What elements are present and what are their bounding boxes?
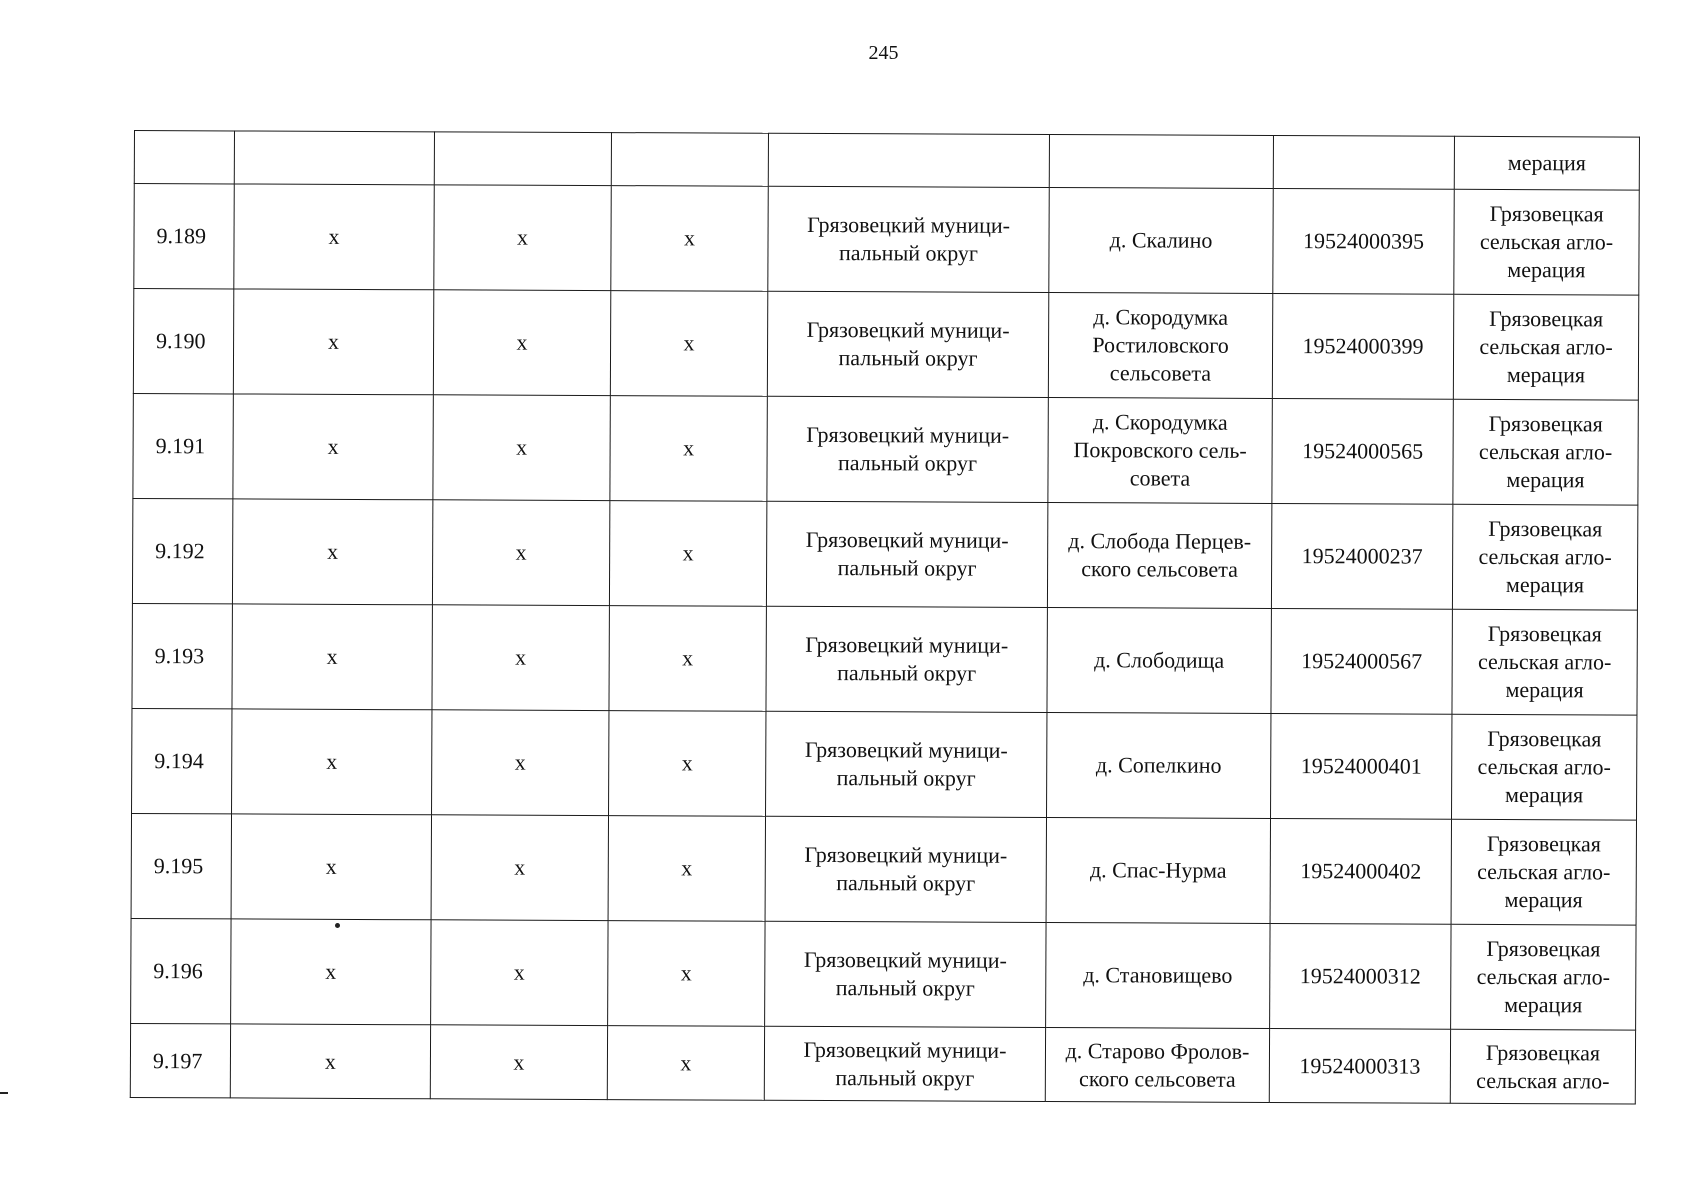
agglomeration-cell: Грязовецкая сельская агло- мерация [1451,924,1636,1030]
cell-x: x [434,185,611,291]
table-row [132,603,1637,715]
settlement-cell: д. Скалино [1049,187,1273,293]
district-cell: Грязовецкий муници- пальный округ [764,1026,1045,1101]
agglomeration-cell: Грязовецкая сельская агло- мерация [1452,504,1637,610]
oktmo-code-cell: 19524000399 [1272,293,1453,399]
cell-x: x [431,920,608,1026]
row-number: 9.196 [131,918,231,1023]
oktmo-code-cell: 19524000395 [1273,188,1454,294]
row-number: 9.193 [132,603,232,708]
district-cell: Грязовецкий муници- пальный округ [766,606,1047,712]
header-cell [768,133,1049,187]
agglomeration-cell: Грязовецкая сельская агло- [1450,1029,1635,1104]
district-cell: Грязовецкий муници- пальный округ [767,291,1048,397]
cell-x: x [233,394,433,500]
district-cell: Грязовецкий муници- пальный округ [768,186,1049,292]
cell-x: x [609,501,766,607]
cell-x: x [611,186,768,292]
agglomeration-cell: Грязовецкая сельская агло- мерация [1451,819,1636,925]
header-cell [1273,135,1454,189]
table-row [134,184,1639,296]
oktmo-code-cell: 19524000313 [1269,1028,1450,1103]
settlement-cell: д. Скородумка Ростиловского сельсовета [1048,292,1272,398]
table-row [131,918,1636,1030]
settlement-cell: д. Слобода Перцев- ского сельсовета [1047,502,1271,608]
row-number: 9.190 [133,289,233,394]
row-number: 9.195 [131,813,231,918]
oktmo-code-cell: 19524000567 [1271,608,1452,714]
header-cell: мерация [1454,136,1639,190]
district-cell: Грязовецкий муници- пальный округ [767,396,1048,502]
agglomeration-cell: Грязовецкая сельская агло- мерация [1452,714,1637,820]
table-row [132,498,1637,610]
agglomeration-cell: Грязовецкая сельская агло- мерация [1452,609,1637,715]
cell-x: x [233,289,433,395]
cell-x: x [234,184,434,290]
cell-x: x [609,606,766,712]
district-cell: Грязовецкий муници- пальный округ [766,501,1047,607]
district-cell: Грязовецкий муници- пальный округ [766,711,1047,817]
oktmo-code-cell: 19524000565 [1272,398,1453,504]
row-number: 9.194 [132,708,232,813]
cell-x: x [430,1025,607,1100]
settlement-cell: д. Слободища [1047,607,1271,713]
cell-x: x [608,816,765,922]
table-row [130,1023,1635,1104]
row-number: 9.189 [134,184,234,289]
cell-x: x [232,499,432,605]
oktmo-code-cell: 19524000401 [1271,713,1452,819]
table-body [130,131,1639,1105]
district-cell: Грязовецкий муници- пальный округ [765,816,1046,922]
oktmo-code-cell: 19524000312 [1270,923,1451,1029]
table-row [133,393,1638,505]
row-number: 9.191 [133,393,233,498]
cell-x: x [232,709,432,815]
settlement-cell: д. Становищево [1046,922,1270,1028]
row-number: 9.192 [132,498,232,603]
cell-x: x [433,395,610,501]
settlements-table [130,130,1640,1105]
cell-x: x [608,921,765,1027]
table-row [131,813,1636,925]
header-cell [434,132,611,186]
cell-x: x [610,291,767,397]
agglomeration-cell: Грязовецкая сельская агло- мерация [1453,294,1638,400]
table-row [133,289,1638,401]
cell-x: x [610,396,767,502]
cell-x: x [433,290,610,396]
cell-x: x [432,605,609,711]
oktmo-code-cell: 19524000402 [1270,818,1451,924]
row-number: 9.197 [130,1023,230,1097]
cell-x: x [432,710,609,816]
page-number: 245 [868,42,899,64]
margin-mark [0,1092,8,1094]
table-continuation-row [134,131,1639,191]
header-cell [234,131,434,185]
cell-x: x [607,1026,764,1101]
cell-x: x [232,604,432,710]
agglomeration-cell: Грязовецкая сельская агло- мерация [1453,399,1638,505]
cell-x: x [432,500,609,606]
oktmo-code-cell: 19524000237 [1271,503,1452,609]
settlement-cell: д. Спас-Нурма [1046,817,1270,923]
cell-x: x [231,814,431,920]
header-cell [611,133,768,187]
cell-x: x [231,919,431,1025]
header-cell [134,131,234,184]
settlement-cell: д. Старово Фролов- ского сельсовета [1045,1027,1269,1102]
header-cell [1049,134,1273,188]
table-row [132,708,1637,820]
cell-x: x [609,711,766,817]
settlement-cell: д. Скородумка Покровского сель- совета [1048,397,1272,503]
agglomeration-cell: Грязовецкая сельская агло- мерация [1454,189,1639,295]
settlement-cell: д. Сопелкино [1047,712,1271,818]
cell-x: x [230,1024,430,1099]
district-cell: Грязовецкий муници- пальный округ [765,921,1046,1027]
cell-x: x [431,815,608,921]
